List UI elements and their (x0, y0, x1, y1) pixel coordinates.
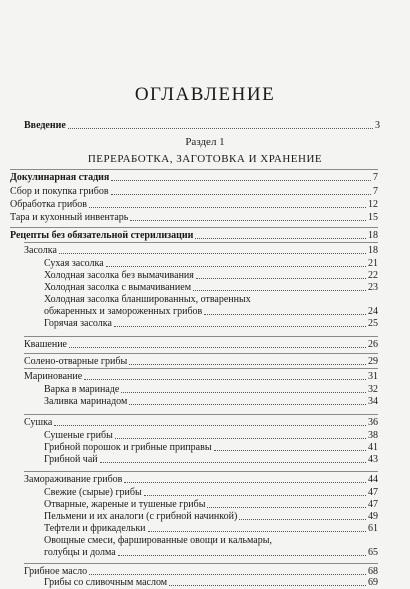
entry-label: Замораживание грибов (24, 474, 123, 485)
toc-entry (10, 198, 378, 211)
leader-dots (124, 473, 366, 483)
toc-entry-recipes (10, 229, 378, 242)
leader-dots (193, 281, 366, 291)
leader-dots (121, 383, 366, 393)
entry-page: 49 (368, 511, 378, 522)
divider (24, 353, 378, 354)
entry-label: Солено-отварные грибы (24, 356, 128, 367)
leader-dots (118, 546, 366, 556)
entry-label: Обработка грибов (10, 199, 87, 210)
entry-page: 36 (368, 417, 378, 428)
toc-entry (44, 576, 378, 589)
entry-page: 29 (368, 356, 378, 367)
entry-page: 15 (368, 212, 378, 223)
toc-entry (10, 185, 378, 198)
toc-entry (44, 395, 378, 408)
entry-page: 26 (368, 339, 378, 350)
entry-label: Сбор и покупка грибов (10, 186, 109, 197)
entry-label: Рецепты без обязательной стерилизации (10, 230, 194, 241)
leader-dots (68, 119, 373, 129)
leader-dots (207, 498, 366, 508)
entry-label: Горячая засолка (44, 318, 112, 329)
divider (24, 414, 378, 415)
leader-dots (214, 441, 366, 451)
entry-page: 21 (368, 258, 378, 269)
entry-label: Докулинарная стадия (10, 172, 110, 183)
toc-entry-souring (24, 338, 378, 351)
entry-label: голубцы и долма (44, 547, 116, 558)
leader-dots (129, 395, 366, 405)
leader-dots (100, 453, 366, 463)
leader-dots (169, 576, 366, 586)
entry-page: 25 (368, 318, 378, 329)
entry-page: 47 (368, 487, 378, 498)
toc-entry-salted-boiled (24, 355, 378, 368)
divider (24, 242, 378, 243)
toc-entry (44, 453, 378, 466)
entry-page: 68 (368, 566, 378, 577)
leader-dots (89, 198, 366, 208)
entry-page: 69 (368, 577, 378, 588)
entry-page: 65 (368, 547, 378, 558)
leader-dots (59, 244, 366, 254)
divider (24, 471, 378, 472)
entry-page: 47 (368, 499, 378, 510)
entry-page: 43 (368, 454, 378, 465)
entry-page: 34 (368, 396, 378, 407)
toc-entry (44, 317, 378, 330)
toc-entry-freezing (24, 473, 378, 486)
leader-dots (111, 185, 371, 195)
entry-label: Холодная засолка с вымачиванием (44, 282, 192, 293)
leader-dots (114, 317, 366, 327)
entry-label: Засолка (24, 245, 57, 256)
divider (24, 368, 378, 369)
entry-page: 44 (368, 474, 378, 485)
entry-label: Грибной порошок и грибные приправы (44, 442, 212, 453)
entry-page: 32 (368, 384, 378, 395)
entry-page: 38 (368, 430, 378, 441)
leader-dots (129, 355, 366, 365)
toc-entry-marinating (24, 370, 378, 383)
entry-label: Пельмени и их аналоги (с грибной начинкой) (44, 511, 238, 522)
section-number: Раздел 1 (185, 136, 225, 148)
entry-page: 7 (373, 186, 378, 197)
entry-label: Холодная засолка без вымачивания (44, 270, 194, 281)
entry-label: Сухая засолка (44, 258, 104, 269)
leader-dots (148, 522, 366, 532)
leader-dots (54, 416, 366, 426)
entry-page: 12 (368, 199, 378, 210)
leader-dots (204, 305, 366, 315)
entry-page: 3 (375, 120, 380, 131)
entry-label: Грибы со сливочным маслом (44, 577, 168, 588)
leader-dots (195, 229, 366, 239)
toc-entry (44, 546, 378, 559)
divider (10, 169, 378, 170)
entry-label: Заливка маринадом (44, 396, 128, 407)
toc-entry-drying (24, 416, 378, 429)
leader-dots (106, 257, 366, 267)
leader-dots (196, 269, 366, 279)
section-title: ПЕРЕРАБОТКА, ЗАГОТОВКА И ХРАНЕНИЕ (87, 153, 323, 165)
divider (10, 227, 378, 228)
entry-label: Введение (24, 120, 66, 131)
leader-dots (89, 565, 366, 575)
leader-dots (115, 429, 366, 439)
entry-page: 23 (368, 282, 378, 293)
entry-label: Тефтели и фрикадельки (44, 523, 146, 534)
entry-page: 41 (368, 442, 378, 453)
toc-entry-intro (24, 119, 380, 132)
entry-page: 18 (368, 245, 378, 256)
leader-dots (84, 370, 366, 380)
entry-page: 61 (368, 523, 378, 534)
entry-label: Маринование (24, 371, 83, 382)
toc-entry-line: Холодная засолка бланшированных, отваренных (44, 294, 251, 305)
entry-page: 22 (368, 270, 378, 281)
entry-label: Сушка (24, 417, 53, 428)
entry-label: Отварные, жареные и тушеные грибы (44, 499, 206, 510)
divider (24, 563, 378, 564)
toc-entry-precooking (10, 171, 378, 184)
page-title: ОГЛАВЛЕНИЕ (134, 84, 276, 105)
entry-label: обжаренных и замороженных грибов (44, 306, 203, 317)
entry-label: Тара и кухонный инвентарь (10, 212, 129, 223)
leader-dots (144, 486, 366, 496)
toc-entry-salting (24, 244, 378, 257)
leader-dots (239, 510, 366, 520)
divider (24, 336, 378, 337)
entry-page: 24 (368, 306, 378, 317)
entry-label: Квашение (24, 339, 67, 350)
entry-page: 7 (373, 172, 378, 183)
entry-label: Свежие (сырые) грибы (44, 487, 142, 498)
entry-page: 18 (368, 230, 378, 241)
entry-label: Варка в маринаде (44, 384, 120, 395)
leader-dots (69, 338, 366, 348)
toc-entry (10, 211, 378, 224)
toc-entry-line: Овощные смеси, фаршированные овощи и кальмары, (44, 535, 272, 546)
leader-dots (130, 211, 366, 221)
entry-label: Грибной чай (44, 454, 98, 465)
entry-label: Сушеные грибы (44, 430, 113, 441)
entry-label: Грибное масло (24, 566, 88, 577)
leader-dots (111, 171, 371, 181)
entry-page: 31 (368, 371, 378, 382)
